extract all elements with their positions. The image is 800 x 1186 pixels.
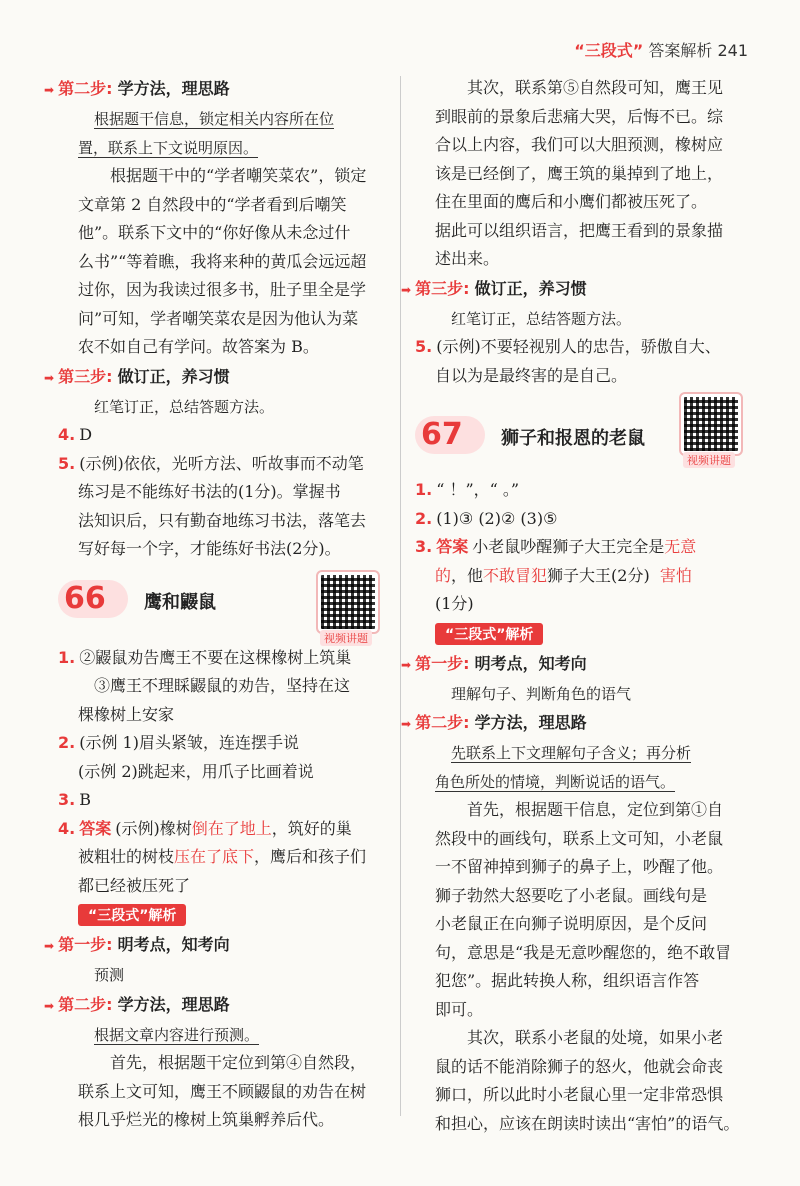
- step1-heading: ➡ 第一步: 明考点，知考向: [44, 935, 230, 954]
- l66-q3: 3. B: [58, 790, 91, 809]
- analysis-paragraph-2: 其次，联系小老鼠的处境，如果小老 鼠的话不能消除狮子的怒火，他就会命丧 狮口，所以此时小老鼠心里一定非常恐惧 和担心，应该在朗读时读出“害怕”的语气。: [435, 1028, 740, 1133]
- step3-detail: 红笔订正，总结答题方法。: [94, 397, 275, 416]
- lesson-title: 狮子和报恩的老鼠: [501, 428, 645, 449]
- step2-detail-1: 先联系上下文理解句子含义；再分析: [451, 744, 692, 762]
- step2-heading: ➡ 第二步: 学方法，理思路: [401, 713, 587, 732]
- header-title-red: “三段式”: [574, 41, 644, 60]
- step2-heading-b: ➡ 第二步: 学方法，理思路: [44, 994, 230, 1014]
- l67-q2: 2. (1)③ (2)② (3)⑤: [415, 508, 558, 528]
- q5: 5. (示例)不要轻视别人的忠告，骄傲自大、 自以为是最终害的是自己。: [415, 337, 721, 385]
- l66-q1: 1. ②鼹鼠劝告鹰王不要在这棵橡树上筑巢 ③鹰王不理睬鼹鼠的劝告，坚持在这 棵橡树上安家: [58, 647, 352, 724]
- arrow-icon: ➡: [44, 83, 55, 97]
- lesson-66-heading: [58, 572, 388, 645]
- arrow-icon: ➡: [401, 657, 412, 672]
- qr-code-icon[interactable]: [318, 572, 378, 632]
- analysis-paragraph: 根据题干中的“学者嘲笑菜农”，锁定 文章第 2 自然段中的“学者看到后嘲笑 他”。联系下文中的“你好像从未念过什 么书”“等着瞧，我将来种的黄瓜会远远超 过你，因为我读过很多书，肚子里全是学 问”可知，学者嘲笑菜农是因为他认为菜 农不如自己有学问。故答案为 B。: [78, 166, 367, 356]
- step2-detail-b: 根据文章内容进行预测。: [94, 1025, 260, 1044]
- q5: 5. (示例)依依，光听方法、听故事而不动笔 练习是不能练好书法的(1分)。掌握书 法知识后，只有勤奋地练习书法，落笔去 写好每一个字，才能练好书法(2分)。: [58, 453, 367, 558]
- step3-heading: ➡ 第三步: 做订正，养习惯: [44, 366, 230, 386]
- column-divider: [400, 76, 401, 1116]
- step2-detail-1: 根据题干信息，锁定相关内容所在位: [94, 110, 335, 128]
- qr-code-icon[interactable]: [681, 394, 741, 454]
- right-column: [401, 74, 750, 1138]
- arrow-icon: ➡: [401, 282, 412, 297]
- q4: 4. D: [58, 425, 93, 444]
- l67-q3: 3. 答案 小老鼠吵醒狮子大王完全是无意 的，他不敢冒犯狮子大王(2分) 害怕 (1分): [415, 537, 697, 613]
- page-header: [574, 38, 748, 61]
- arrow-icon: ➡: [44, 370, 55, 385]
- step1-detail: 预测: [94, 966, 125, 984]
- qr-caption: 视频讲题: [683, 452, 735, 468]
- left-column: [44, 74, 388, 1135]
- lesson-number-badge: 66: [58, 580, 128, 618]
- analysis-paragraph-1: 首先，根据题干信息，定位到第①自 然段中的画线句，联系上文可知，小老鼠 一不留神掉到狮子的鼻子上，吵醒了他。 狮子勃然大怒要吃了小老鼠。画线句是 小老鼠正在向狮子说明原因，是个反问 句，意思是“我是无意吵醒您的，绝不敢冒 犯您”。据此转换人称，组织语言作答 即可。: [435, 800, 732, 1019]
- header-title: 答案解析: [648, 41, 713, 60]
- step3-detail: 红笔订正，总结答题方法。: [451, 309, 632, 328]
- lesson-67-heading: [415, 408, 750, 470]
- analysis-tag: “三段式”解析: [415, 619, 750, 649]
- l67-q1: 1. “ ！”，“ 。”: [415, 480, 520, 499]
- step1-detail: 理解句子、判断角色的语气: [451, 684, 632, 703]
- l66-q4: 4. 答案 (示例)橡树倒在了地上，筑好的巢 被粗壮的树枝压在了底下，鹰后和孩子们 都已经被压死了: [58, 818, 367, 895]
- lesson-number-badge: 67: [415, 416, 485, 454]
- step2-heading: ➡ 第二步: 学方法，理思路: [44, 79, 230, 98]
- step2-detail-2: 角色所处的情境，判断说话的语气。: [435, 772, 676, 791]
- arrow-icon: ➡: [401, 717, 412, 731]
- arrow-icon: ➡: [44, 998, 55, 1013]
- step2-detail-2: 置，联系上下文说明原因。: [78, 138, 259, 157]
- page-number: 241: [717, 41, 748, 60]
- lesson-title: 鹰和鼹鼠: [144, 591, 216, 613]
- l66-q2: 2. (示例 1)眉头紧皱，连连摆手说 (示例 2)跳起来，用爪子比画着说: [58, 733, 314, 781]
- step3-heading: ➡ 第三步: 做订正，养习惯: [401, 278, 587, 298]
- analysis-tag: “三段式”解析: [58, 900, 388, 930]
- qr-caption: 视频讲题: [320, 630, 372, 646]
- tail-paragraph: 首先，根据题干定位到第④自然段， 联系上文可知，鹰王不顾鼹鼠的劝告在树 根几乎烂光的橡树上筑巢孵养后代。: [78, 1053, 367, 1129]
- step1-heading: ➡ 第一步: 明考点，知考向: [401, 653, 587, 673]
- top-paragraph: 其次，联系第⑤自然段可知，鹰王见 到眼前的景象后悲痛大哭，后悔不已。综 合以上内容，我们可以大胆预测，橡树应 该是已经倒了，鹰王筑的巢掉到了地上， 住在里面的鹰后和小鹰们都被压死了。 据此可以组织语言，把鹰王看到的景象描 述出来。: [435, 78, 724, 268]
- arrow-icon: ➡: [44, 939, 55, 953]
